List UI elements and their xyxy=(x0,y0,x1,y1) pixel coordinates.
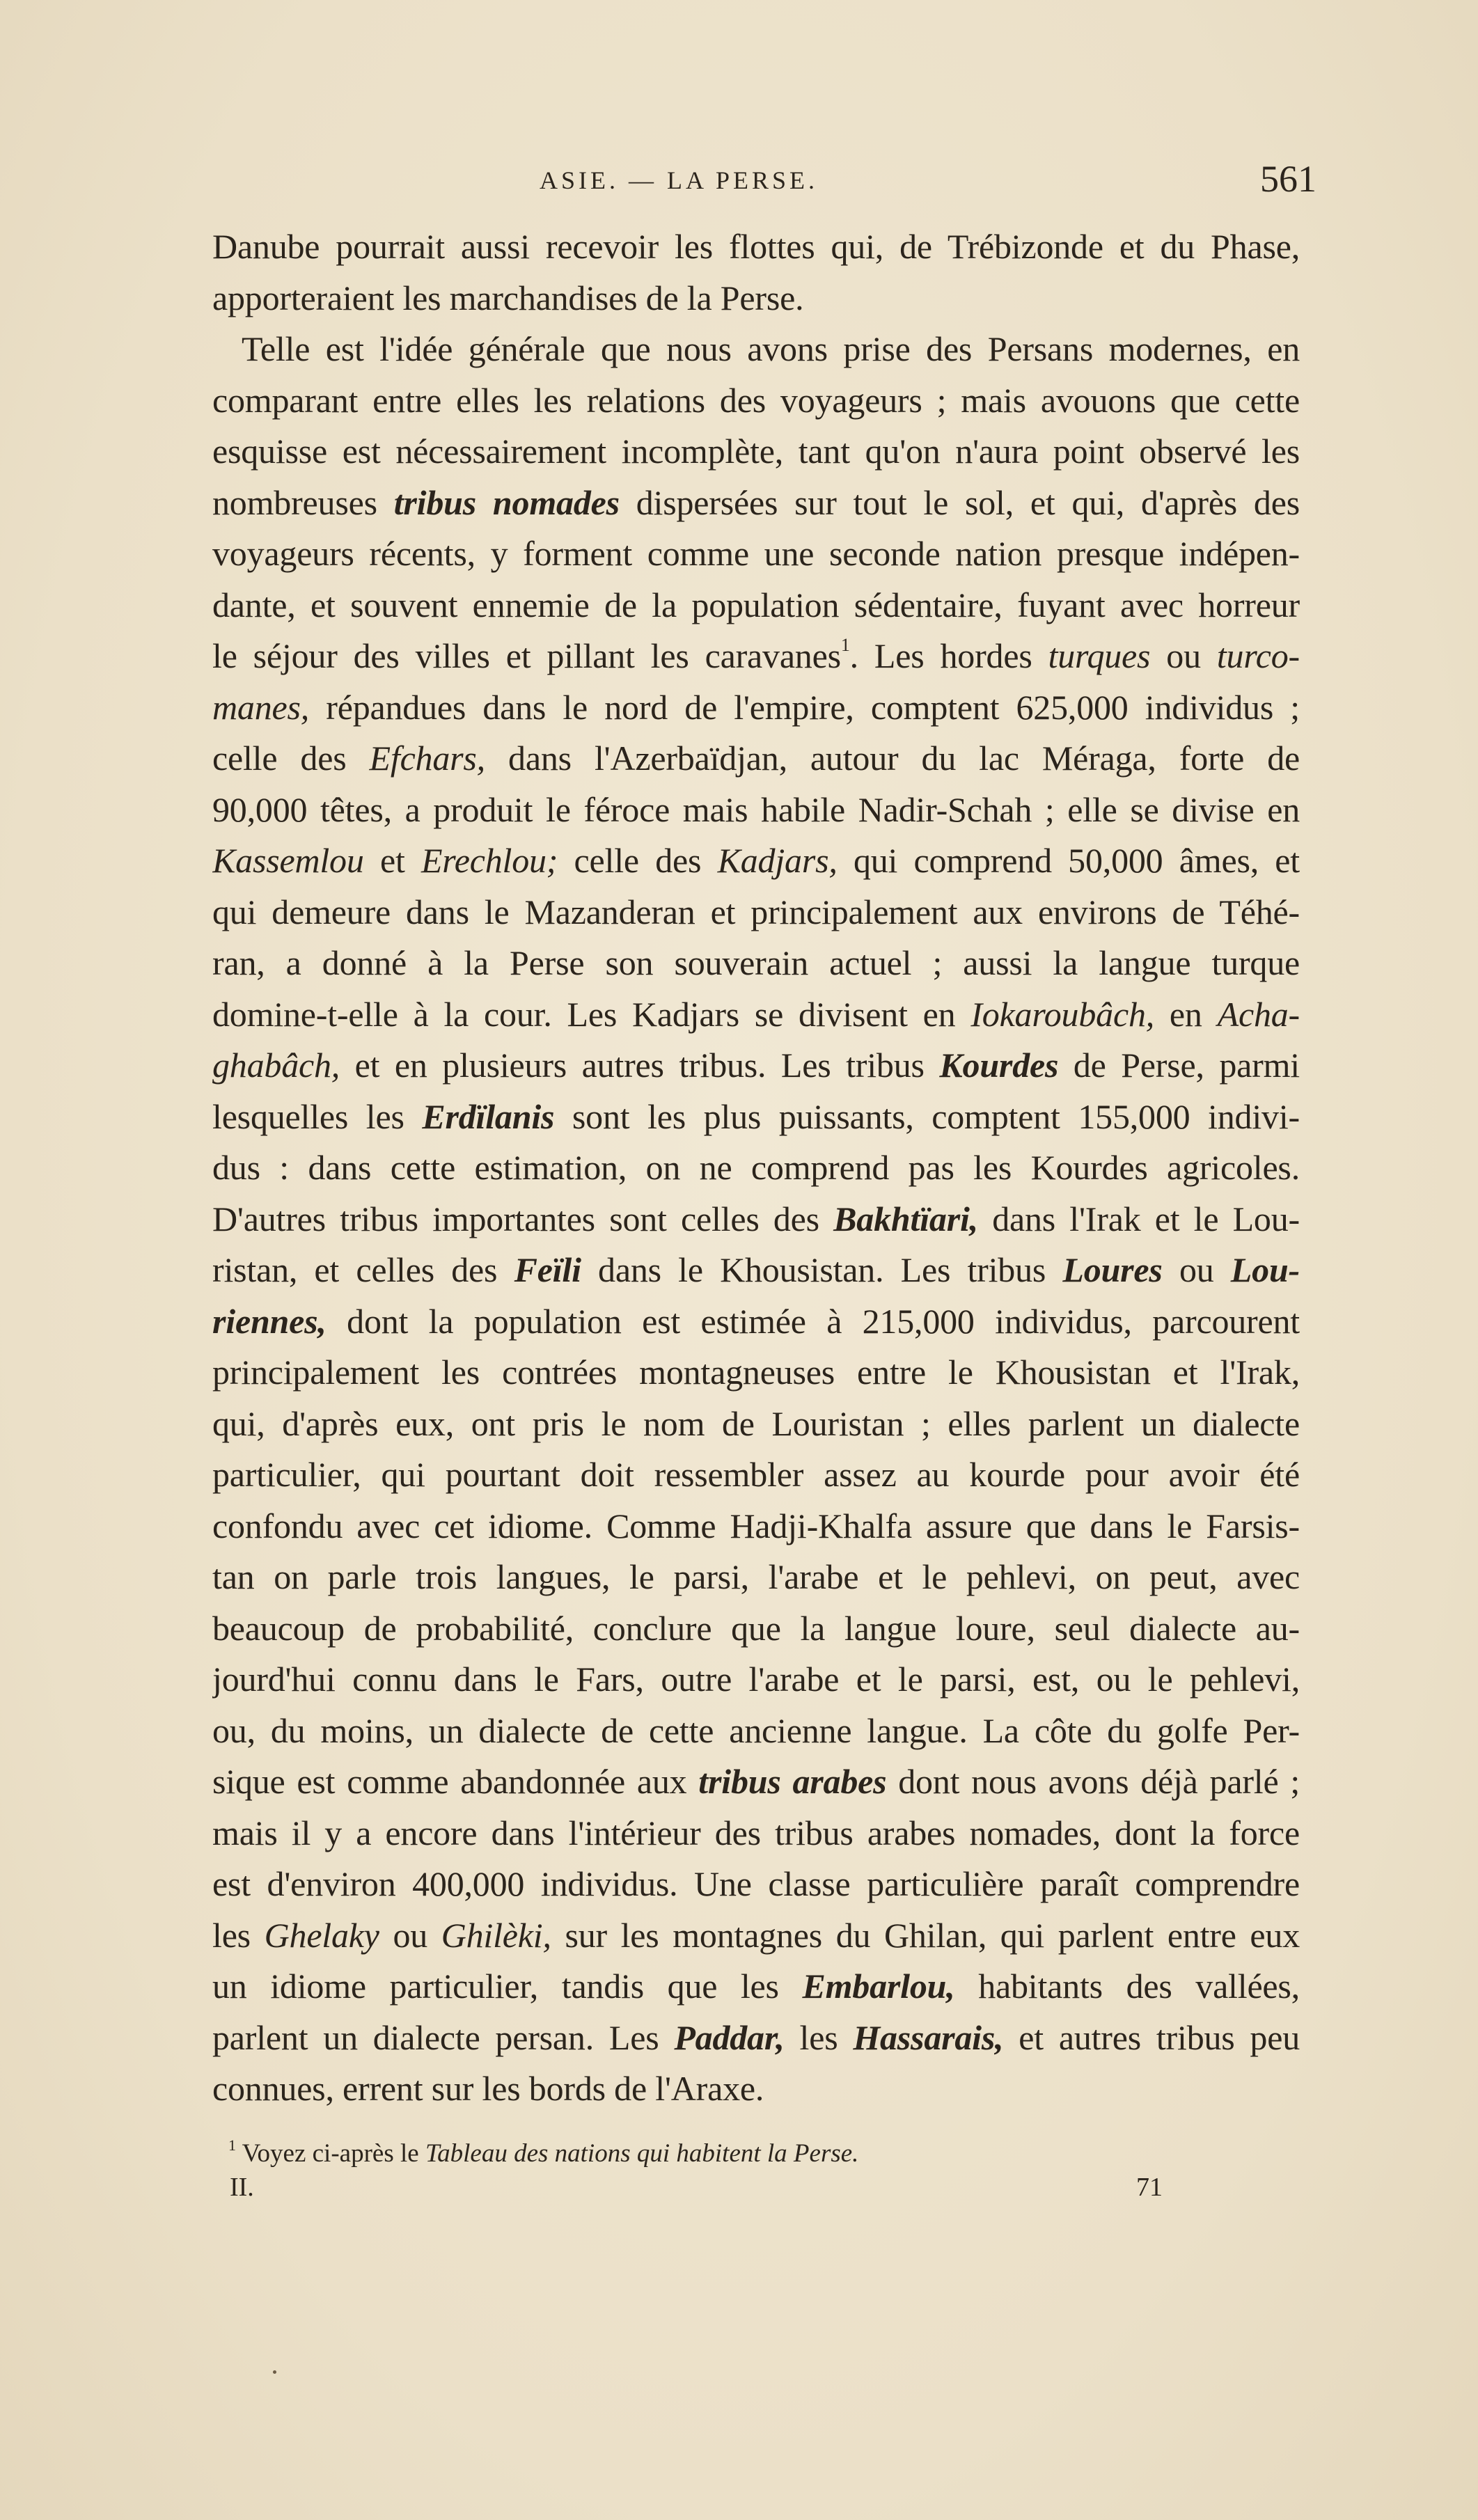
text-line: qui, d'après eux, ont pris le nom de Louristan ; elles parlent un dialecte xyxy=(212,1403,1300,1443)
emphasis: tribus nomades xyxy=(393,482,620,522)
text-line: dante, et souvent ennemie de la population sédentaire, fuyant avec horreur xyxy=(212,585,1300,624)
emphasis: Efchars, xyxy=(369,739,485,778)
emphasis: riennes, xyxy=(212,1301,327,1341)
paper-speck xyxy=(273,2370,276,2374)
text-line: ran, a donné à la Perse son souverain actuel ; aussi la langue turque xyxy=(212,943,1300,982)
footnote-title: Tableau des nations qui habitent la Perse. xyxy=(425,2139,859,2168)
footnote-text: Voyez ci-après le xyxy=(242,2139,425,2168)
text-line: riennes, dont la population est estimée à 215,000 individus, parcourent xyxy=(212,1301,1300,1341)
text-line: ghabâch, et en plusieurs autres tribus. Les tribus Kourdes de Perse, parmi xyxy=(212,1046,1300,1085)
text-line: les Ghelaky ou Ghilèki, sur les montagnes du Ghilan, qui parlent entre eux xyxy=(212,1915,1300,1955)
emphasis: Erdïlanis xyxy=(422,1096,555,1136)
sheet-signature: 71 xyxy=(1136,2173,1163,2202)
text-line: le séjour des villes et pillant les caravanes$^1$. Les hordes turques ou turco- xyxy=(212,635,1300,675)
text-line: domine-t-elle à la cour. Les Kadjars se divisent en Iokaroubâch, en Acha- xyxy=(212,994,1300,1034)
emphasis: turco- xyxy=(1216,636,1300,675)
text-line: nombreuses tribus nomades dispersées sur tout le sol, et qui, d'après des xyxy=(212,482,1300,522)
text-line: ou, du moins, un dialecte de cette ancienne langue. La côte du golfe Per- xyxy=(212,1710,1300,1750)
text-line: un idiome particulier, tandis que les Embarlou, habitants des vallées, xyxy=(212,1967,1300,2006)
text-line: qui demeure dans le Mazanderan et principalement aux environs de Téhé- xyxy=(212,892,1300,931)
emphasis: Erechlou; xyxy=(420,841,558,880)
text-line: Kassemlou et Erechlou; celle des Kadjars, qui comprend 50,000 âmes, et xyxy=(212,841,1300,880)
emphasis: Feïli xyxy=(514,1250,581,1289)
text-line: manes, répandues dans le nord de l'empire, comptent 625,000 individus ; xyxy=(212,687,1300,727)
emphasis: Iokaroubâch, xyxy=(970,994,1155,1034)
text-line: particulier, qui pourtant doit ressembler assez au kourde pour avoir été xyxy=(212,1455,1300,1494)
footnote-marker: 1 xyxy=(228,2136,236,2154)
emphasis: Loures xyxy=(1062,1250,1163,1289)
emphasis: tribus arabes xyxy=(698,1762,887,1801)
text-line: jourd'hui connu dans le Fars, outre l'arabe et le parsi, est, ou le pehlevi, xyxy=(212,1660,1300,1699)
text-line: mais il y a encore dans l'intérieur des tribus arabes nomades, dont la force xyxy=(212,1813,1300,1852)
text-line: sique est comme abandonnée aux tribus arabes dont nous avons déjà parlé ; xyxy=(212,1762,1300,1801)
text-line: ristan, et celles des Feïli dans le Khousistan. Les tribus Loures ou Lou- xyxy=(212,1250,1300,1289)
emphasis: turques xyxy=(1048,636,1151,675)
text-line: apporteraient les marchandises de la Perse. xyxy=(212,278,804,317)
text-line: lesquelles les Erdïlanis sont les plus puissants, comptent 155,000 indivi- xyxy=(212,1096,1300,1136)
text-line: 90,000 têtes, a produit le féroce mais habile Nadir-Schah ; elle se divise en xyxy=(212,789,1300,829)
emphasis: Paddar, xyxy=(674,2017,785,2057)
emphasis: Embarlou, xyxy=(802,1967,955,2006)
text-line: connues, errent sur les bords de l'Araxe. xyxy=(212,2069,764,2108)
emphasis: Hassarais, xyxy=(853,2017,1004,2057)
emphasis: ghabâch, xyxy=(212,1046,340,1085)
emphasis: manes, xyxy=(212,687,310,727)
emphasis: Kadjars, xyxy=(717,841,838,880)
emphasis: Kassemlou xyxy=(212,841,364,880)
footnote-ref: 1 xyxy=(840,635,850,655)
text-line: Telle est l'idée générale que nous avons prise des Persans modernes, en xyxy=(242,329,1300,368)
text-line: est d'environ 400,000 individus. Une classe particulière paraît comprendre xyxy=(212,1864,1300,1903)
emphasis: Lou- xyxy=(1230,1250,1300,1289)
volume-signature: II. xyxy=(230,2173,254,2202)
main-text xyxy=(212,221,1300,2115)
text-line: confondu avec cet idiome. Comme Hadji-Khalfa assure que dans le Farsis- xyxy=(212,1506,1300,1545)
text-line: dus : dans cette estimation, on ne comprend pas les Kourdes agricoles. xyxy=(212,1148,1300,1187)
text-line: tan on parle trois langues, le parsi, l'arabe et le pehlevi, on peut, avec xyxy=(212,1557,1300,1596)
emphasis: Ghelaky xyxy=(264,1915,379,1955)
text-line: comparant entre elles les relations des voyageurs ; mais avouons que cette xyxy=(212,380,1300,420)
running-title: ASIE. — LA PERSE. xyxy=(540,166,819,194)
footnote xyxy=(228,2136,859,2168)
text-line: principalement les contrées montagneuses entre le Khousistan et l'Irak, xyxy=(212,1353,1300,1392)
text-line: Danube pourrait aussi recevoir les flottes qui, de Trébizonde et du Phase, xyxy=(212,227,1300,266)
emphasis: Acha- xyxy=(1217,994,1300,1034)
text-line: beaucoup de probabilité, conclure que la langue loure, seul dialecte au- xyxy=(212,1608,1300,1648)
text-line: esquisse est nécessairement incomplète, tant qu'on n'aura point observé les xyxy=(212,432,1300,471)
emphasis: Bakhtïari, xyxy=(833,1199,978,1238)
emphasis: Ghilèki, xyxy=(441,1915,551,1955)
text-line: celle des Efchars, dans l'Azerbaïdjan, autour du lac Méraga, forte de xyxy=(212,739,1300,778)
page-number: 561 xyxy=(1260,158,1316,200)
text-line: parlent un dialecte persan. Les Paddar, les Hassarais, et autres tribus peu xyxy=(212,2017,1300,2057)
text-line: D'autres tribus importantes sont celles des Bakhtïari, dans l'Irak et le Lou- xyxy=(212,1199,1300,1238)
text-line: voyageurs récents, y forment comme une seconde nation presque indépen- xyxy=(212,534,1300,573)
emphasis: Kourdes xyxy=(939,1046,1059,1085)
